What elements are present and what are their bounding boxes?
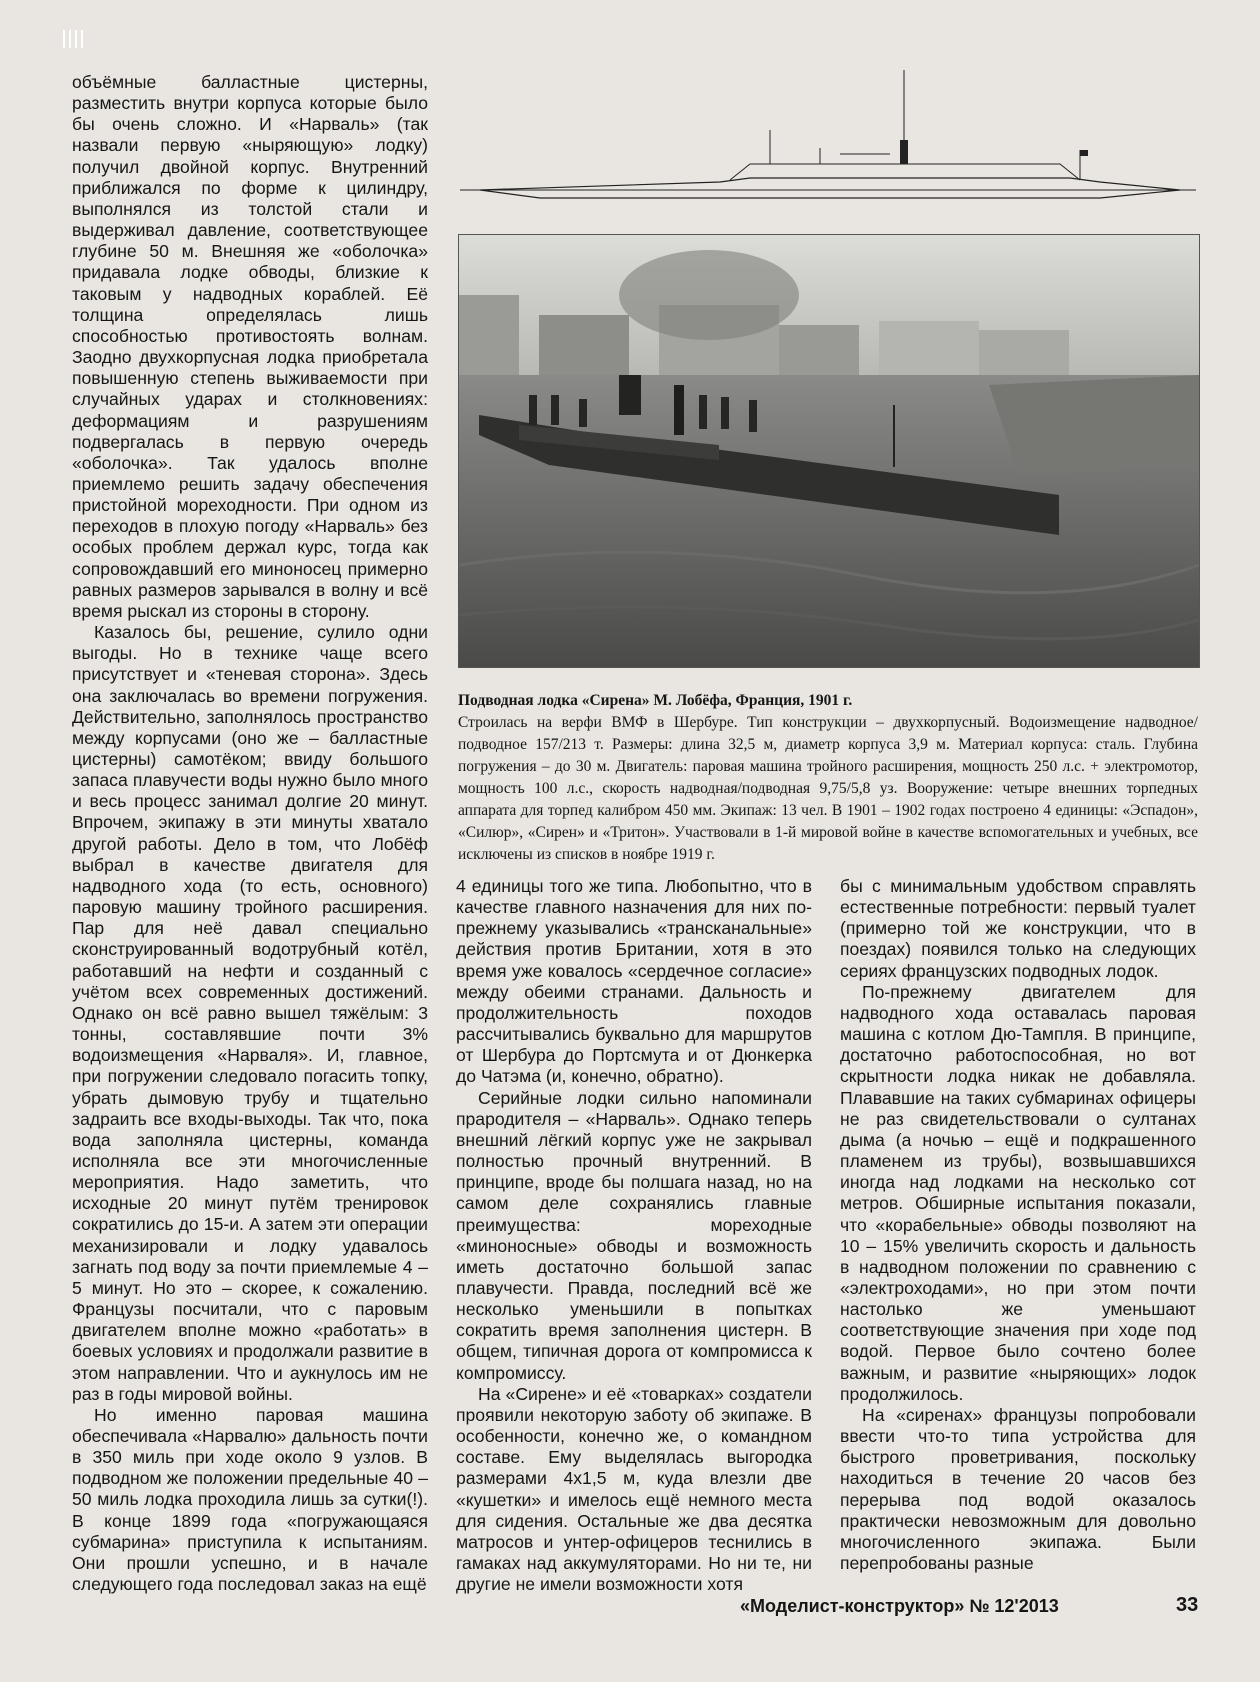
- text-column-2: [456, 876, 812, 1595]
- paragraph: бы с минимальным удобством справлять естественные потребности: первый туалет (примерно той же конструкции, что в поездах) появился только на следующих сериях французских подводных лодок.: [840, 876, 1196, 981]
- text-column-1: [72, 72, 428, 1595]
- paragraph: объёмные балластные цистерны, разместить внутри корпуса которые было бы очень сложно. И «Нарваль» (так назвали первую «ныряющую» лодку) получил двойной корпус. Внутренний приближался по форме к цилиндру, выполнялся из толстой стали и выдерживал давление, соответствующее глубине 50 м. Внешняя же «оболочка» придавала лодке обводы, близкие к таковым у надводных кораблей. Её толщина определялась лишь способностью противостоять волнам. Заодно двухкорпусная лодка приобретала повышенную степень выживаемости при случайных ударах и столкновениях: деформациям и разрушениям подвергалась в первую очередь «оболочка». Так удалось вполне приемлемо решить задачу обеспечения пристойной мореходности. При одном из переходов в плохую погоду «Нарваль» без особых проблем держал курс, тогда как сопровождавший его миноносец примерно равных размеров зарывался в волну и всё время рыскал из стороны в сторону.: [72, 72, 428, 621]
- photo-caption: [458, 690, 1198, 866]
- paragraph: По-прежнему двигателем для надводного хода оставалась паровая машина с котлом Дю-Тампля. В принципе, достаточно работоспособная, но вот скрытности лодка никак не добавляла. Плававшие на таких субмаринах офицеры не раз свидетельствовали о султанах дыма (а ночью – ещё и подкрашенного пламенем из трубы), возвышавшихся иногда над лодками на несколько сот метров. Обширные испытания показали, что «корабельные» обводы позволяют на 10 – 15% увеличить скорость и дальность в надводном положении по сравнению с «электроходами», но при этом почти настолько же уменьшают соответствующие значения при ходе под водой. Первое было сочтено более важным, и развитие «ныряющих» лодок продолжилось.: [840, 981, 1196, 1404]
- paragraph: 4 единицы того же типа. Любопытно, что в качестве главного назначения для них по-прежнему указывались «трансканальные» действия против Британии, хотя в это время уже ковалось «сердечное согласие» между обеими странами. Дальность и продолжительность походов рассчитывались буквально для маршрутов от Шербура до Портсмута и от Дюнкерка до Чатэма (и, конечно, обратно).: [456, 876, 812, 1087]
- submarine-photo: [458, 234, 1200, 668]
- text-column-3: [840, 876, 1196, 1574]
- paragraph: Казалось бы, решение, сулило одни выгоды. Но в технике чаще всего присутствует и «теневая сторона». Здесь она заключалась во времени погружения. Действительно, заполнялось пространство между корпусами (оно же – балластные цистерны) самотёком; ввиду большого запаса плавучести воды нужно было много и весь процесс занимал долгие 20 минут. Впрочем, экипажу в эти минуты хватало другой работы. Дело в том, что Лобёф выбрал в качестве двигателя для надводного хода (то есть, основного) паровую машину тройного расширения. Пар для неё давал специально сконструированный водотрубный котёл, работавший на нефти и созданный с учётом всех современных достижений. Однако он всё равно вышел тяжёлым: 3 тонны, составлявшие почти 3% водоизмещения «Нарваля». И, главное, при погружении следовало погасить топку, убрать дымовую трубу и тщательно задраить все входы-выходы. Так что, пока вода заполняла цистерны, команда исполняла все эти многочисленные мероприятия. Надо заметить, что исходные 20 минут путём тренировок сократились до 15-и. А затем эти операции механизировали и лодку удавалось загнать под воду за почти приемлемые 4 – 5 минут. Но это – скорее, к сожалению. Французы посчитали, что с паровым двигателем вполне можно «работать» в боевых условиях и продолжали развитие в этом направлении. Что и аукнулось им не раз в годы мировой войны.: [72, 622, 428, 1404]
- submarine-side-drawing: [460, 70, 1196, 220]
- paragraph: На «Сирене» и её «товарках» создатели проявили некоторую заботу об экипаже. В особенности, конечно же, о командном составе. Ему выделялась выгородка размерами 4х1,5 м, куда влезли две «кушетки» и имелось ещё немного места для сидения. Остальные же два десятка матросов и унтер-офицеров теснились в гамаках над аккумуляторами. Но ни те, ни другие не имели возможности хотя: [456, 1383, 812, 1595]
- paragraph: Но именно паровая машина обеспечивала «Нарвалю» дальность почти в 350 миль при ходе около 9 узлов. В подводном же положении предельные 40 – 50 миль лодка проходила лишь за сутки(!). В конце 1899 года «погружающаяся субмарина» приступила к испытаниям. Они прошли успешно, и в начале следующего года последовал заказ на ещё: [72, 1404, 428, 1595]
- caption-title: Подводная лодка «Сирена» М. Лобёфа, Франция, 1901 г.: [458, 692, 853, 709]
- page-number: 33: [1176, 1594, 1199, 1616]
- registration-marks: [60, 30, 100, 50]
- paragraph: Серийные лодки сильно напоминали прародителя – «Нарваль». Однако теперь внешний лёгкий корпус уже не закрывал полностью прочный внутренний. В принципе, вроде бы полшага назад, но на самом деле сохранялись главные преимущества: мореходные «миноносные» обводы и возможность иметь достаточно большой запас плавучести. Правда, последний всё же несколько уменьшили в попытках сократить время заполнения цистерн. В общем, типичная дорога от компромисса к компромиссу.: [456, 1087, 812, 1383]
- paragraph: На «сиренах» французы попробовали ввести что-то типа устройства для быстрого проветривания, поскольку находиться в течение 20 часов без перерыва под водой оказалось практически невозможным для довольно многочисленного экипажа. Были перепробованы разные: [840, 1404, 1196, 1573]
- caption-text: Строилась на верфи ВМФ в Шербуре. Тип конструкции – двухкорпусный. Водоизмещение надводное/подводное 157/213 т. Размеры: длина 32,5 м, диаметр корпуса 3,9 м. Материал корпуса: сталь. Глубина погружения – до 30 м. Двигатель: паровая машина тройного расширения, мощность 250 л.с. + электромотор, мощность 100 л.с., скорость надводная/подводная 9,75/5,8 уз. Вооружение: четыре внешних торпедных аппарата для торпед калибром 450 мм. Экипаж: 13 чел. В 1901 – 1902 годах построено 4 единицы: «Эспадон», «Силюр», «Сирен» и «Тритон». Участвовали в 1-й мировой войне в качестве вспомогательных и учебных, все исключены из списков в ноябре 1919 г.: [458, 714, 1198, 863]
- footer-magazine-title: «Моделист-конструктор» № 12'2013: [740, 1596, 1059, 1616]
